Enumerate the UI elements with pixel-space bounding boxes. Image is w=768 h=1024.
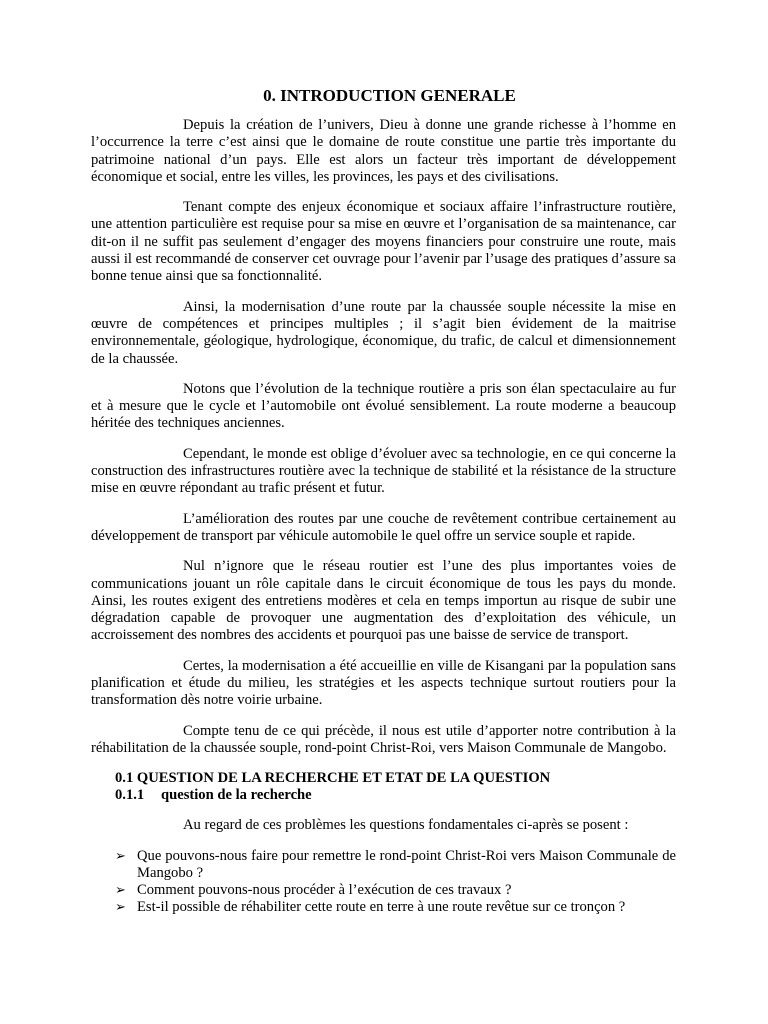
paragraph-3: Ainsi, la modernisation d’une route par la chaussée souple nécessite la mise en œuvre de compétences et principes multiples ; il s’agit bien évidement de la maitrise environnementale, géologique, hydrologique, économique, du trafic, de calcul et dimensionnement de la chaussée. — [91, 298, 676, 367]
document-page — [91, 86, 676, 917]
question-text: Que pouvons-nous faire pour remettre le rond-point Christ-Roi vers Maison Communale de Mangobo ? — [137, 847, 676, 881]
paragraph-8: Certes, la modernisation a été accueillie en ville de Kisangani par la population sans planification et étude du milieu, les stratégies et les aspects technique surtout routiers pour la transformation dès notre voirie urbaine. — [91, 657, 676, 709]
list-item — [91, 899, 676, 916]
paragraph-1: Depuis la création de l’univers, Dieu à donne une grande richesse à l’homme en l’occurrence la terre c’est ainsi que le domaine de route constitue une partie très importante du patrimoine national d’un pays. Elle est alors un facteur très important de développement économique et social, entre les villes, les provinces, les pays et des civilisations. — [91, 117, 676, 185]
list-item — [91, 848, 676, 883]
sub-heading-text: question de la recherche — [161, 787, 312, 804]
questions-intro: Au regard de ces problèmes les questions fondamentales ci-après se posent : — [183, 817, 629, 834]
arrow-bullet-icon: ➢ — [115, 900, 126, 916]
sub-heading — [115, 787, 676, 804]
sub-heading-number: 0.1.1 — [115, 787, 145, 804]
document-title: 0. INTRODUCTION GENERALE — [263, 86, 516, 105]
questions-list — [91, 848, 676, 917]
section-heading: 0.1 QUESTION DE LA RECHERCHE ET ETAT DE LA QUESTION — [115, 770, 551, 787]
arrow-bullet-icon: ➢ — [115, 883, 126, 899]
paragraph-9: Compte tenu de ce qui précède, il nous est utile d’apporter notre contribution à la réhabilitation de la chaussée souple, rond-point Christ-Roi, vers Maison Communale de Mangobo. — [91, 722, 676, 756]
paragraph-5: Cependant, le monde est oblige d’évoluer avec sa technologie, en ce qui concerne la construction des infrastructures routière avec la technique de stabilité et la résistance de la structure mise en œuvre répondant au trafic présent et futur. — [91, 445, 676, 497]
paragraph-6: L’amélioration des routes par une couche de revêtement contribue certainement au développement de transport par véhicule automobile le quel offre un service souple et rapide. — [91, 510, 676, 544]
arrow-bullet-icon: ➢ — [115, 848, 126, 864]
question-text: Comment pouvons-nous procéder à l’exécution de ces travaux ? — [137, 882, 512, 899]
question-text: Est-il possible de réhabiliter cette route en terre à une route revêtue sur ce tronçon ? — [137, 899, 626, 916]
paragraph-7: Nul n’ignore que le réseau routier est l’une des plus importantes voies de communications jouant un rôle capitale dans le circuit économique de tous les pays du monde. Ainsi, les routes exigent des entretiens modères et cela en temps importun au risque de subir une dégradation capable de provoquer une augmentation des d’exploitation des véhicule, un accroissement des nombres des accidents et pourquoi pas une baisse de service de transport. — [91, 558, 676, 644]
paragraph-2: Tenant compte des enjeux économique et sociaux affaire l’infrastructure routière, une attention particulière est requise pour sa mise en œuvre et l’organisation de sa maintenance, car dit-on il ne suffit pas seulement d’engager des moyens financiers pour construire une route, mais aussi il est recommandé de conserver cet ouvrage pour l’avenir par l’usage des pratiques d’assure sa bonne tenue ainsi que sa fonctionnalité. — [91, 199, 676, 285]
list-item — [91, 882, 676, 899]
paragraph-4: Notons que l’évolution de la technique routière a pris son élan spectaculaire au fur et à mesure que le cycle et l’automobile ont évolué sensiblement. La route moderne a beaucoup héritée des techniques anciennes. — [91, 380, 676, 432]
